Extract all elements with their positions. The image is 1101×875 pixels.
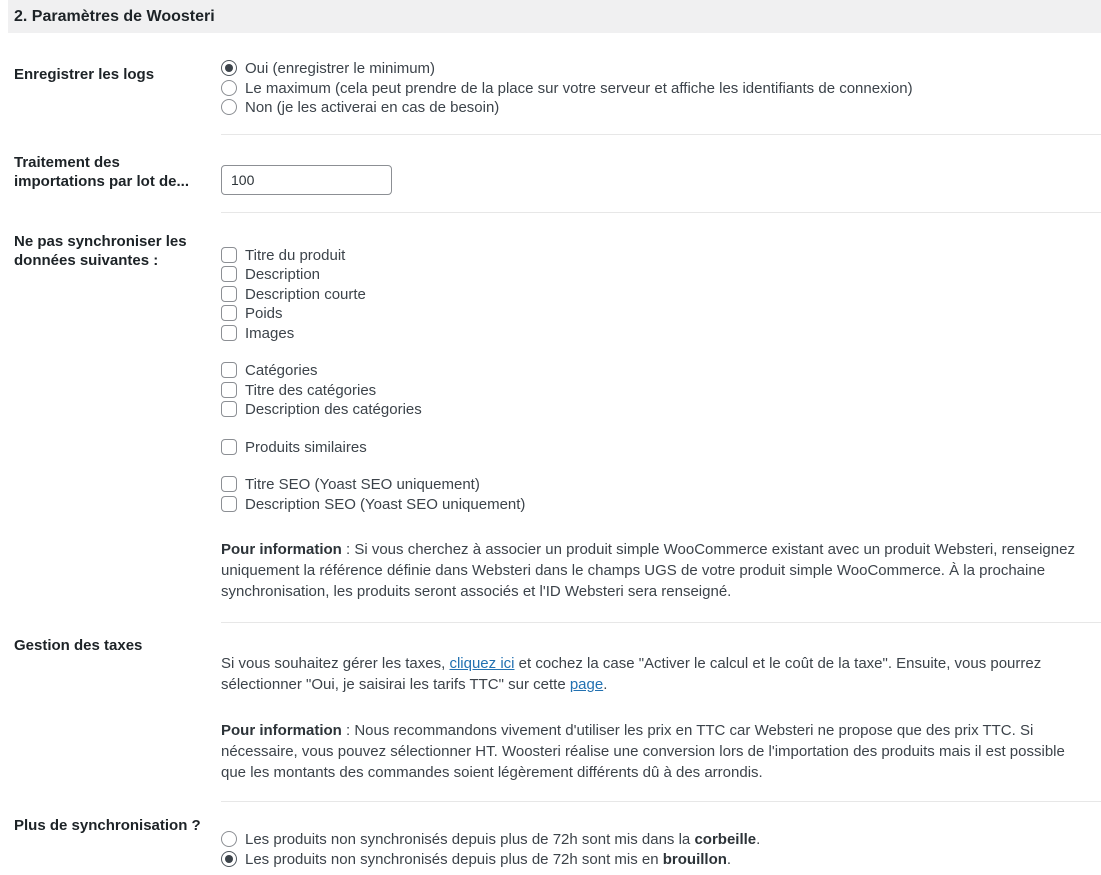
checkbox-option-categories[interactable] (221, 361, 1091, 381)
taxes-label: Gestion des taxes (14, 637, 143, 654)
page-title: 2. Paramètres de Woosteri (14, 7, 215, 25)
checkbox-icon[interactable] (221, 286, 237, 302)
checkbox-label: Description SEO (Yoast SEO uniquement) (245, 495, 526, 513)
checkbox-option-description-seo[interactable] (221, 495, 1091, 515)
radio-option-logs-oui[interactable] (221, 59, 1091, 79)
no-sync-group-similaires (221, 438, 1091, 458)
checkbox-option-titre-seo[interactable] (221, 475, 1091, 495)
taxes-info-paragraph (221, 720, 1087, 783)
checkbox-label: Description (245, 266, 321, 283)
checkbox-icon[interactable] (221, 439, 237, 455)
checkbox-option-images[interactable] (221, 324, 1091, 344)
batch-size-input[interactable] (221, 165, 392, 195)
setting-row-batch (8, 135, 1101, 213)
radio-label: Non (je les activerai en cas de besoin) (245, 99, 500, 116)
checkbox-icon[interactable] (221, 325, 237, 341)
settings-form (8, 33, 1101, 875)
taxes-text: Si vous souhaitez gérer les taxes, (221, 655, 450, 672)
checkbox-option-titre-produit[interactable] (221, 246, 1091, 266)
no-sync-group-product (221, 246, 1091, 344)
checkbox-icon[interactable] (221, 476, 237, 492)
radio-option-brouillon[interactable] (221, 850, 1091, 870)
checkbox-label: Produits similaires (245, 438, 367, 456)
no-sync-label: Ne pas synchroniser les données suivantes : (14, 232, 187, 269)
checkbox-label: Titre SEO (Yoast SEO uniquement) (245, 476, 480, 493)
no-sync-field (221, 213, 1101, 624)
checkbox-label: Images (245, 324, 295, 342)
more-sync-label: Plus de synchronisation ? (14, 817, 201, 834)
taxes-paragraph (221, 653, 1087, 695)
checkbox-label: Titre des catégories (245, 381, 377, 399)
more-sync-field (221, 802, 1101, 875)
info-lead: Pour information (221, 541, 342, 558)
checkbox-label: Poids (245, 305, 283, 322)
checkbox-option-description-categories[interactable] (221, 400, 1091, 420)
checkbox-icon[interactable] (221, 496, 237, 512)
setting-row-more-sync (8, 802, 1101, 875)
radio-icon[interactable] (221, 99, 237, 115)
checkbox-label: Titre du produit (245, 246, 346, 264)
radio-option-corbeille[interactable] (221, 830, 1091, 850)
taxes-text: et cochez la case "Activer le calcul et le coût de la taxe". Ensuite, vous pourrez sélectionner "Oui, je saisirai les tarifs TTC" sur cette (221, 655, 1042, 693)
checkbox-icon[interactable] (221, 401, 237, 417)
taxes-text: . (603, 676, 608, 693)
setting-row-taxes (8, 623, 1101, 802)
checkbox-icon[interactable] (221, 247, 237, 263)
checkbox-option-produits-similaires[interactable] (221, 438, 1091, 458)
checkbox-label: Description courte (245, 285, 366, 303)
setting-row-logs (8, 33, 1101, 135)
taxes-field (221, 623, 1101, 802)
checkbox-option-poids[interactable] (221, 304, 1091, 324)
checkbox-option-titre-categories[interactable] (221, 381, 1091, 401)
radio-option-logs-maximum[interactable] (221, 79, 1091, 99)
radio-option-logs-non[interactable] (221, 98, 1091, 118)
no-sync-group-categories (221, 361, 1091, 420)
checkbox-icon[interactable] (221, 305, 237, 321)
radio-label: Les produits non synchronisés depuis plus de 72h sont mis en brouillon. (245, 850, 732, 868)
batch-field (221, 135, 1101, 213)
info-text: : Si vous cherchez à associer un produit simple WooCommerce existant avec un produit Websteri, renseignez uniquement la référence définie dans Websteri dans le champs UGS de votre produit simple WooCommerce. À la prochaine synchronisation, les produits seront associés et l'ID Websteri sera renseigné. (221, 541, 1075, 600)
radio-icon[interactable] (221, 831, 237, 847)
info-text: : Nous recommandons vivement d'utiliser les prix en TTC car Websteri ne propose que des prix TTC. Si nécessaire, vous pouvez sélectionner HT. Woosteri réalise une conversion lors de l'importation des produits mais il est possible que les montants des commandes soient légèrement différents dû à des arrondis. (221, 722, 1065, 781)
checkbox-option-description[interactable] (221, 265, 1091, 285)
batch-label: Traitement des importations par lot de... (14, 153, 190, 190)
radio-selected-icon[interactable] (221, 60, 237, 76)
radio-label: Le maximum (cela peut prendre de la place sur votre serveur et affiche les identifiants de connexion) (245, 79, 913, 97)
radio-label: Les produits non synchronisés depuis plus de 72h sont mis dans la corbeille. (245, 831, 761, 848)
radio-icon[interactable] (221, 80, 237, 96)
radio-label: Oui (enregistrer le minimum) (245, 60, 436, 77)
checkbox-label: Description des catégories (245, 401, 422, 418)
section-header (8, 0, 1101, 33)
radio-selected-icon[interactable] (221, 851, 237, 867)
checkbox-icon[interactable] (221, 382, 237, 398)
logs-label: Enregistrer les logs (14, 66, 155, 83)
checkbox-icon[interactable] (221, 266, 237, 282)
cliquez-ici-link[interactable]: cliquez ici (449, 655, 515, 672)
no-sync-info-paragraph (221, 539, 1087, 602)
page-link[interactable]: page (569, 676, 604, 693)
setting-row-no-sync (8, 213, 1101, 624)
checkbox-option-description-courte[interactable] (221, 285, 1091, 305)
no-sync-group-seo (221, 475, 1091, 514)
logs-field (221, 33, 1101, 135)
checkbox-icon[interactable] (221, 362, 237, 378)
info-lead: Pour information (221, 722, 342, 739)
checkbox-label: Catégories (245, 362, 318, 379)
